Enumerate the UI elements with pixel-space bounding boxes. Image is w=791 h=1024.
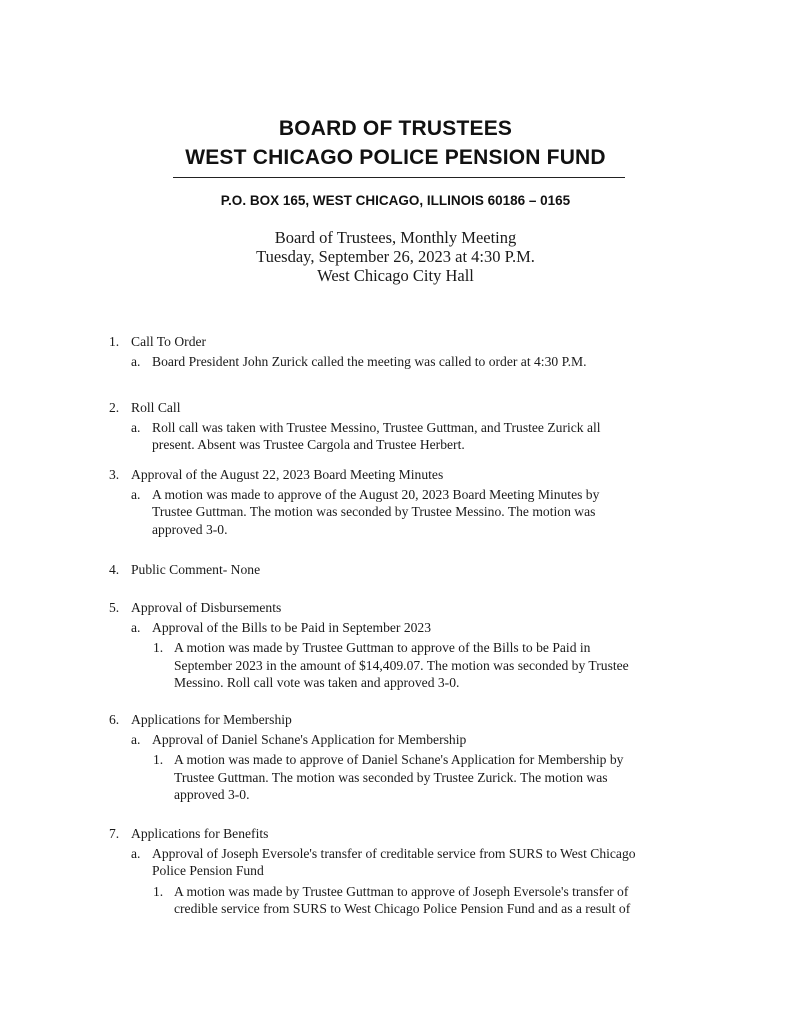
motion-text: credible service from SURS to West Chicago Police Pension Fund and as a result of xyxy=(174,900,631,916)
item-number: 4. xyxy=(109,562,120,577)
address-line: P.O. BOX 165, WEST CHICAGO, ILLINOIS 60186 – 0165 xyxy=(220,193,571,208)
motion-text: A motion was made to approve of Daniel Schane's Application for Membership by xyxy=(174,752,624,768)
subitem-text: Approval of the Bills to be Paid in September 2023 xyxy=(152,620,432,636)
motion-marker: 1. xyxy=(153,883,164,899)
item-title: Call To Order xyxy=(131,334,207,349)
subitem-text: approved 3-0. xyxy=(152,521,228,537)
meeting-date: Tuesday, September 26, 2023 at 4:30 P.M. xyxy=(256,247,535,266)
motion-text: A motion was made by Trustee Guttman to approve of Joseph Eversole's transfer of xyxy=(174,883,629,899)
subitem-text: Roll call was taken with Trustee Messino, Trustee Guttman, and Trustee Zurick all xyxy=(152,420,601,436)
motion-marker: 1. xyxy=(153,640,164,656)
item-title: Approval of the August 22, 2023 Board Meeting Minutes xyxy=(131,467,444,482)
item-number: 3. xyxy=(109,467,120,482)
motion-text: A motion was made by Trustee Guttman to approve of the Bills to be Paid in xyxy=(174,640,591,656)
motion-text: approved 3-0. xyxy=(174,786,250,802)
item-title: Public Comment- None xyxy=(131,562,261,577)
motion-text: September 2023 in the amount of $14,409.07. The motion was seconded by Trustee xyxy=(174,657,629,673)
subitem-marker: a. xyxy=(131,620,141,636)
subitem-marker: a. xyxy=(131,354,141,370)
subitem-marker: a. xyxy=(131,420,141,436)
item-number: 5. xyxy=(109,600,120,615)
subitem-text: Board President John Zurick called the meeting was called to order at 4:30 P.M. xyxy=(152,354,587,370)
subitem-text: Approval of Joseph Eversole's transfer of creditable service from SURS to West Chicago xyxy=(152,846,636,862)
motion-text: Trustee Guttman. The motion was seconded by Trustee Zurick. The motion was xyxy=(174,769,608,785)
item-number: 1. xyxy=(109,334,120,349)
item-title: Roll Call xyxy=(131,400,181,415)
fund-title: WEST CHICAGO POLICE PENSION FUND xyxy=(185,146,606,169)
item-number: 7. xyxy=(109,826,120,841)
subitem-text: Approval of Daniel Schane's Application for Membership xyxy=(152,732,467,748)
subitem-text: Trustee Guttman. The motion was seconded by Trustee Messino. The motion was xyxy=(152,504,596,520)
motion-text: Messino. Roll call vote was taken and approved 3-0. xyxy=(174,674,460,690)
item-title: Applications for Benefits xyxy=(131,826,269,841)
subitem-marker: a. xyxy=(131,846,141,862)
subitem-marker: a. xyxy=(131,732,141,748)
item-title: Approval of Disbursements xyxy=(131,600,282,615)
subitem-text: present. Absent was Trustee Cargola and Trustee Herbert. xyxy=(152,437,465,453)
item-title: Applications for Membership xyxy=(131,712,292,727)
subitem-text: A motion was made to approve of the August 20, 2023 Board Meeting Minutes by xyxy=(152,487,600,503)
board-title: BOARD OF TRUSTEES xyxy=(278,117,513,140)
header-divider xyxy=(173,177,625,178)
meeting-location: West Chicago City Hall xyxy=(317,266,474,285)
subitem-text: Police Pension Fund xyxy=(152,863,264,879)
motion-marker: 1. xyxy=(153,752,164,768)
item-number: 2. xyxy=(109,400,120,415)
meeting-title: Board of Trustees, Monthly Meeting xyxy=(274,228,517,247)
subitem-marker: a. xyxy=(131,487,141,503)
item-number: 6. xyxy=(109,712,120,727)
